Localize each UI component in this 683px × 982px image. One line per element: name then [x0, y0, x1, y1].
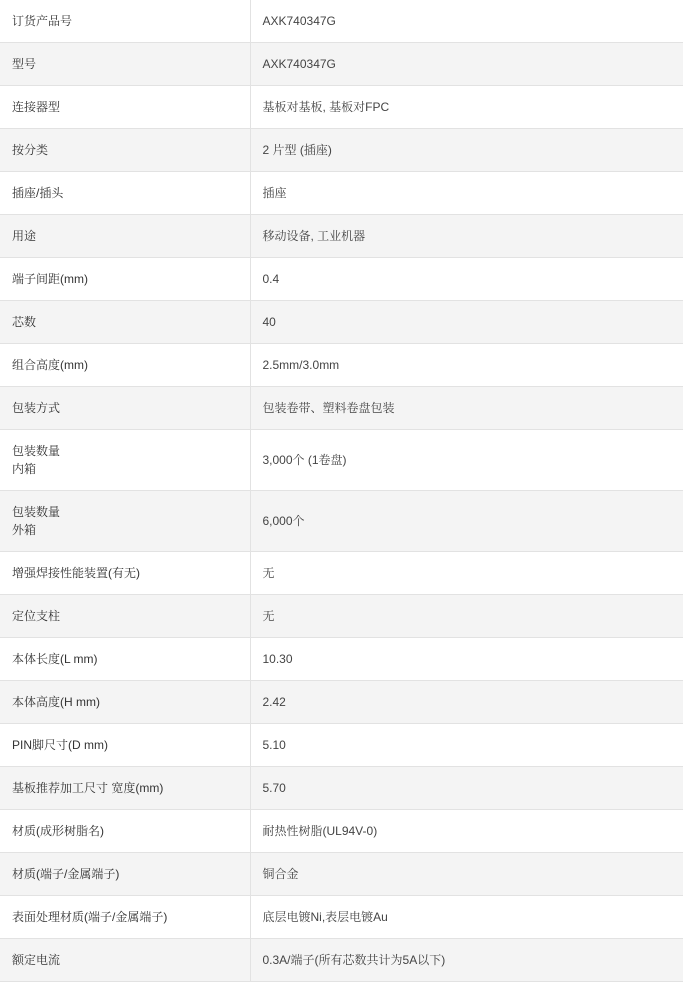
spec-label-cell: 芯数	[0, 301, 250, 344]
spec-label-cell: 型号	[0, 43, 250, 86]
table-row	[0, 810, 683, 853]
table-row	[0, 638, 683, 681]
spec-label-cell: 端子间距(mm)	[0, 258, 250, 301]
spec-value-cell: 底层电镀Ni,表层电镀Au	[250, 896, 683, 939]
table-row	[0, 258, 683, 301]
table-row	[0, 129, 683, 172]
spec-value-cell: 2 片型 (插座)	[250, 129, 683, 172]
spec-label-cell: 插座/插头	[0, 172, 250, 215]
spec-value-cell: 6,000个	[250, 491, 683, 552]
spec-value-cell: 插座	[250, 172, 683, 215]
table-row	[0, 344, 683, 387]
table-row	[0, 681, 683, 724]
spec-label-cell: 用途	[0, 215, 250, 258]
spec-label-cell: 材质(成形树脂名)	[0, 810, 250, 853]
table-row	[0, 0, 683, 43]
spec-label-cell	[0, 491, 250, 552]
table-row	[0, 172, 683, 215]
spec-value-cell: 0.3A/端子(所有芯数共计为5A以下)	[250, 939, 683, 982]
table-row	[0, 430, 683, 491]
spec-value-cell: 铜合金	[250, 853, 683, 896]
spec-label-cell: 增强焊接性能装置(有无)	[0, 552, 250, 595]
spec-value-cell: 无	[250, 595, 683, 638]
spec-value-cell: 包装卷带、塑料卷盘包装	[250, 387, 683, 430]
spec-value-cell: 5.10	[250, 724, 683, 767]
spec-label-cell: 基板推荐加工尺寸 宽度(mm)	[0, 767, 250, 810]
spec-label-cell: 按分类	[0, 129, 250, 172]
table-row	[0, 86, 683, 129]
spec-label-cell: 订货产品号	[0, 0, 250, 43]
cell-text-line: 内箱	[12, 462, 37, 476]
table-row	[0, 939, 683, 982]
spec-label-cell: 表面处理材质(端子/金属端子)	[0, 896, 250, 939]
spec-label-cell: 包装方式	[0, 387, 250, 430]
spec-value-cell: 无	[250, 552, 683, 595]
spec-label-cell: 材质(端子/金属端子)	[0, 853, 250, 896]
spec-value-cell: 40	[250, 301, 683, 344]
table-row	[0, 491, 683, 552]
cell-text-line: 包装数量	[12, 444, 61, 458]
spec-label-cell	[0, 430, 250, 491]
spec-value-cell: 10.30	[250, 638, 683, 681]
table-row	[0, 387, 683, 430]
spec-value-cell: AXK740347G	[250, 0, 683, 43]
spec-label-cell: 组合高度(mm)	[0, 344, 250, 387]
spec-value-cell: 3,000个 (1卷盘)	[250, 430, 683, 491]
spec-label-cell: 定位支柱	[0, 595, 250, 638]
spec-value-cell: AXK740347G	[250, 43, 683, 86]
table-row	[0, 896, 683, 939]
spec-value-cell: 移动设备, 工业机器	[250, 215, 683, 258]
table-row	[0, 853, 683, 896]
table-row	[0, 595, 683, 638]
spec-value-cell: 5.70	[250, 767, 683, 810]
spec-label-cell: 连接器型	[0, 86, 250, 129]
table-row	[0, 767, 683, 810]
table-row	[0, 301, 683, 344]
table-row	[0, 215, 683, 258]
spec-value-cell: 基板对基板, 基板对FPC	[250, 86, 683, 129]
cell-text-line: 外箱	[12, 523, 37, 537]
spec-value-cell: 0.4	[250, 258, 683, 301]
table-row	[0, 724, 683, 767]
spec-value-cell: 2.5mm/3.0mm	[250, 344, 683, 387]
table-row	[0, 43, 683, 86]
spec-label-cell: PIN脚尺寸(D mm)	[0, 724, 250, 767]
table-row	[0, 552, 683, 595]
spec-label-cell: 本体高度(H mm)	[0, 681, 250, 724]
spec-label-cell: 额定电流	[0, 939, 250, 982]
spec-label-cell: 本体长度(L mm)	[0, 638, 250, 681]
cell-text-line: 包装数量	[12, 505, 61, 519]
spec-value-cell: 耐热性树脂(UL94V-0)	[250, 810, 683, 853]
spec-value-cell: 2.42	[250, 681, 683, 724]
